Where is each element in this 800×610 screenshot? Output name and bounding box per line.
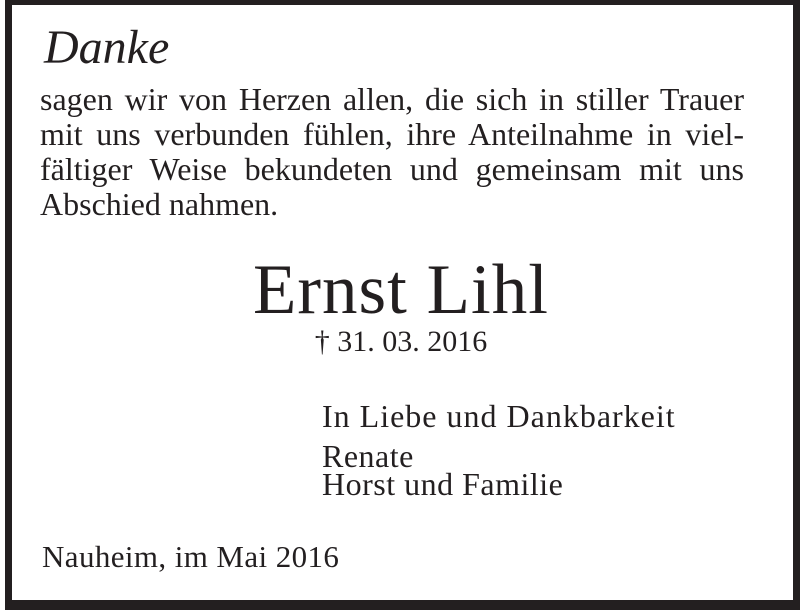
thanks-body-line: sagen wir von Herzen allen, die sich in stiller Trauer xyxy=(40,81,744,117)
thanks-body-line: Abschied nahmen. xyxy=(40,186,279,222)
closing-line: In Liebe und Dankbarkeit xyxy=(322,398,676,434)
place-date: Nauheim, im Mai 2016 xyxy=(42,539,340,574)
thanks-title: Danke xyxy=(44,21,170,74)
deceased-name: Ernst Lihl xyxy=(253,251,549,329)
mourner-name: Horst und Familie xyxy=(322,466,564,502)
death-date: † 31. 03. 2016 xyxy=(314,325,488,358)
thanks-body-line: mit uns verbunden fühlen, ihre Anteilnahme in viel- xyxy=(40,116,744,152)
thanks-body-text xyxy=(40,82,744,222)
mourner-name: Renate xyxy=(322,438,414,474)
thanks-body-line: fältiger Weise bekundeten und gemeinsam mit uns xyxy=(40,151,744,187)
